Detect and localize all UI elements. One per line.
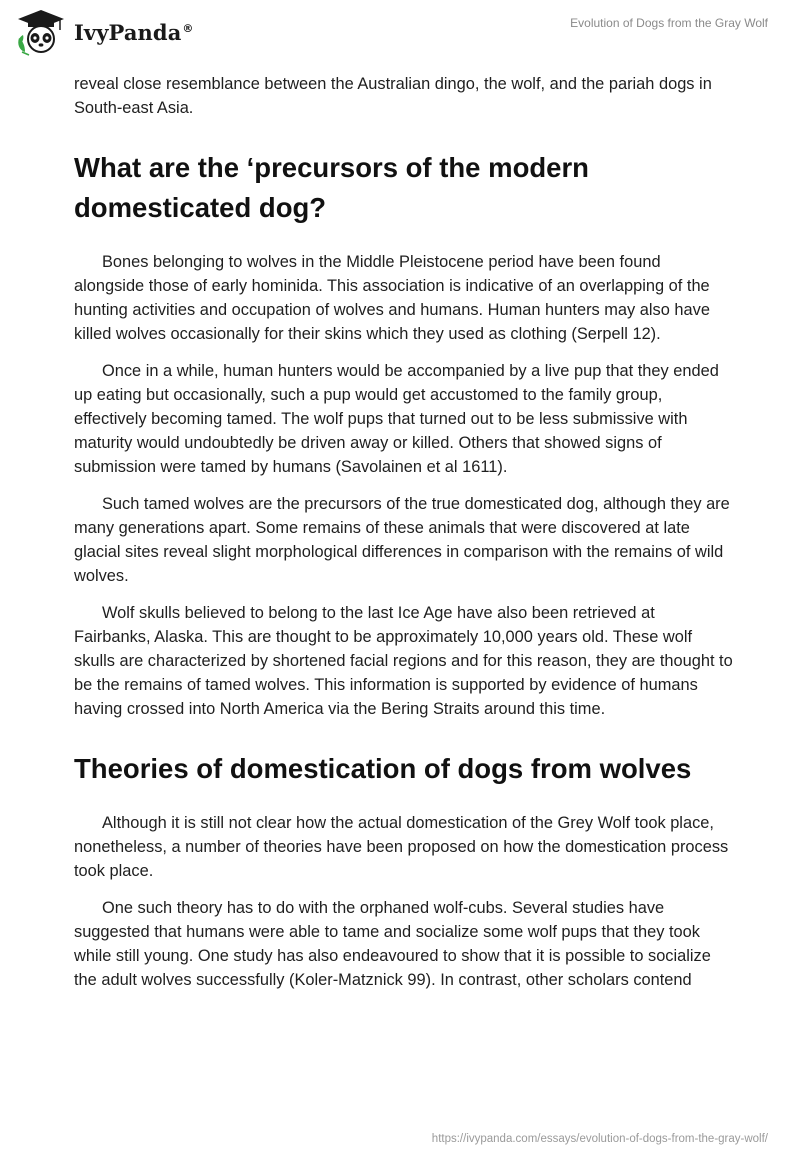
paragraph: Although it is still not clear how the actual domestication of the Grey Wolf took place, nonetheless, a number of theories have been proposed on how the domestication process took place. (74, 814, 729, 880)
section-heading-theories: Theories of domestication of dogs from wolves (74, 753, 692, 784)
paragraph: Once in a while, human hunters would be accompanied by a live pup that they ended up eating but occasionally, such a pup would get accustomed to the family group, effectively becoming tamed. The wolf pups that turned out to be less submissive with maturity would undoubtedly be driven away or killed. Others that showed signs of submission were tamed by humans (Savolainen et al 1611). (74, 362, 719, 476)
paragraph: One such theory has to do with the orphaned wolf-cubs. Several studies have suggested that humans were able to tame and socialize some wolf pups that they took while still young. One study has also endeavoured to show that it is possible to socialize the adult wolves successfully (Koler-Matznick 99). In contrast, other scholars contend (74, 899, 711, 989)
intro-continuation-paragraph: reveal close resemblance between the Australian dingo, the wolf, and the pariah dogs in South-east Asia. (74, 75, 712, 117)
paragraph: Such tamed wolves are the precursors of the true domesticated dog, although they are many generations apart. Some remains of these animals that were discovered at late glacial sites reveal slight morphological differences in comparison with the remains of wild wolves. (74, 495, 730, 585)
brand-name: IvyPanda® (74, 19, 194, 45)
ivypanda-logo[interactable] (14, 8, 194, 56)
page-header (0, 0, 800, 70)
registered-mark: ® (182, 21, 194, 35)
paragraph: Bones belonging to wolves in the Middle Pleistocene period have been found alongside those of early hominida. This association is indicative of an overlapping of the hunting activities and occupation of wolves and humans. Human hunters may also have killed wolves occasionally for their skins which they used as clothing (Serpell 12). (74, 253, 710, 343)
document-title: Evolution of Dogs from the Gray Wolf (570, 16, 768, 30)
panda-graduation-cap-logo-icon (14, 8, 68, 56)
paragraph: Wolf skulls believed to belong to the last Ice Age have also been retrieved at Fairbanks, Alaska. This are thought to be approximately 10,000 years old. These wolf skulls are characterized by shortened facial regions and for this reason, they are thought to be the remains of tamed wolves. This information is supported by evidence of humans having crossed into North America via the Bering Straits around this time. (74, 604, 733, 718)
source-url-link[interactable]: https://ivypanda.com/essays/evolution-of-dogs-from-the-gray-wolf/ (431, 1133, 768, 1145)
article-body (74, 72, 734, 1005)
section-heading-precursors: What are the ‘precursors of the modern domesticated dog? (74, 152, 589, 223)
